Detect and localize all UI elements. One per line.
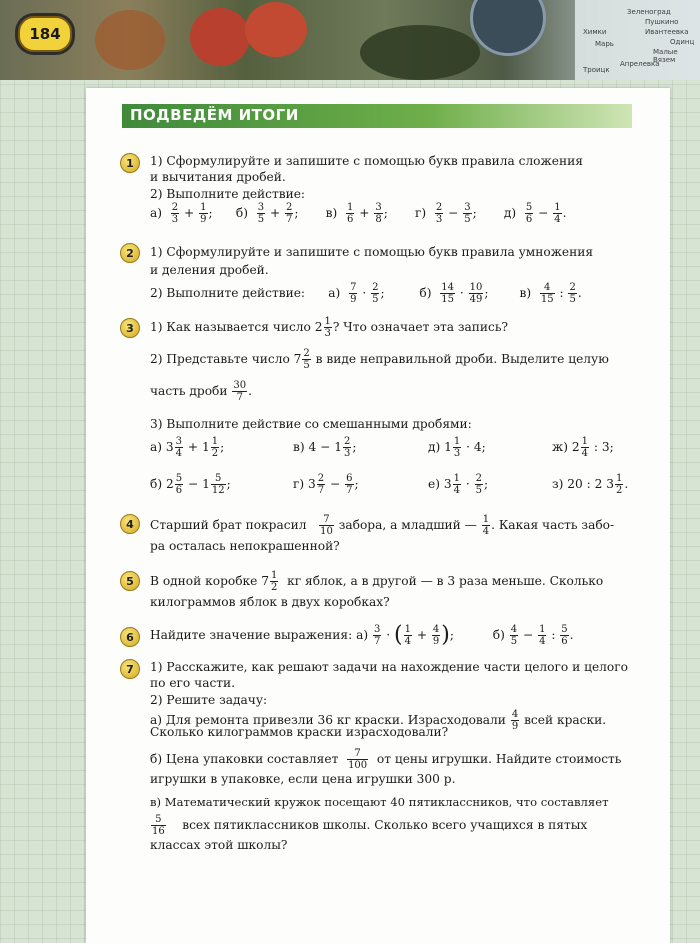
task-number-badge: 2 [120,243,140,263]
task-number-badge: 6 [120,627,140,647]
fraction: $\frac{14}{15}$ [441,282,454,305]
fraction: $\frac{3}{8}$ [375,202,382,225]
task3-q1-text: 1) Как называется число 2 [150,320,323,334]
fraction: $\frac{2}{7}$ [286,202,293,225]
task7-b1: б) Цена упаковки составляет $\frac{7}{100}$ от цены игрушки. Найдите стоимость [150,748,622,771]
photo-soil [360,25,480,80]
task3-q1-end: ? Что означает эта запись? [332,320,509,334]
task1-text: 1) Сформулируйте и запишите с помощью букв правила сложения [150,154,583,168]
fraction: $\frac{3}{5}$ [464,202,471,225]
fraction: $\frac{7}{100}$ [348,748,368,771]
task1-text: 2) Выполните действие: [150,187,306,201]
label: а) [328,286,341,300]
fraction: $\frac{2}{5}$ [303,348,310,371]
operator: + [269,206,281,220]
task4-line1: Старший брат покрасил $\frac{7}{10}$ забора, а младший — $\frac{1}{4}$ . Какая часть забо- [150,514,615,537]
map-label: Пушкино [645,18,679,26]
task2-instruction: 2) Выполните действие: [150,286,306,300]
task3-q1 [150,316,508,339]
fraction: $\frac{5}{6}$ [525,202,533,225]
fraction: $\frac{2}{5}$ [569,282,576,305]
task4-line2: ра осталась непокрашенной? [150,539,340,553]
fraction: $\frac{2}{5}$ [372,282,379,305]
fraction: $\frac{7}{9}$ [350,282,357,305]
task2-exercises: 2) Выполните действие: а) $\frac{7}{9}$ · $\frac{2}{5}$ ; б) $\frac{14}{15}$ · $\frac{10}{49}$ ; в) $\frac{4}{15}$ : $\frac{2}{5}$ . [150,282,582,305]
operator: − [538,206,549,220]
fraction: $\frac{1}{9}$ [200,202,207,225]
fraction: $\frac{1}{3}$ [324,316,331,339]
task1-text: и вычитания дробей. [150,170,286,184]
task7-a2: Сколько килограммов краски израсходовали? [150,725,449,739]
task3-q2-text: 2) Представьте число 7 [150,352,302,366]
map-label: Марь [595,40,614,48]
task-number-badge: 7 [120,659,140,679]
photo-seeds [95,10,165,70]
task3-exercise-a: а) 3 $\frac{3}{4}$ + 1 $\frac{1}{2}$ ; [150,436,225,459]
section-title: ПОДВЕДЁМ ИТОГИ [130,106,299,124]
fraction: $\frac{1}{4}$ [482,514,490,537]
task3-exercise-e: е) 3 $\frac{1}{4}$ · $\frac{2}{5}$ ; [428,473,489,496]
fraction: $\frac{1}{6}$ [347,202,354,225]
label: а) [150,206,163,220]
map-label: Малые Вязем [653,48,678,64]
fraction: $\frac{7}{10}$ [320,514,333,537]
fraction: $\frac{30}{7}$ [233,380,247,403]
task2-text: 1) Сформулируйте и запишите с помощью букв правила умножения [150,245,594,259]
task3-exercise-g: г) 3 $\frac{2}{7}$ − $\frac{6}{7}$ ; [293,473,359,496]
task1-exercises: а) $\frac{2}{3}$ + $\frac{1}{9}$ ; б) $\frac{3}{5}$ + $\frac{2}{7}$ ; в) $\frac{1}{6}$ + $\frac{3}{8}$ ; г) $\frac{2}{3}$ − $\frac{3}{5}$ ; д) $\frac{5}{6}$ − $\frac{1}{4}$ . [150,202,567,225]
task3-exercise-zh: ж) 2 $\frac{1}{4}$ : 3; [552,436,614,459]
task3-q2 [150,348,609,371]
map-label: Химки [583,28,607,36]
header-photo-banner [0,0,700,80]
label: в) [325,206,338,220]
task5-line1: В одной коробке 7 $\frac{1}{2}$ кг яблок, а в другой — в 3 раза меньше. Сколько [150,570,604,593]
task3-exercise-z: з) 20 : 2 3 $\frac{1}{2}$ . [552,473,629,496]
task3-q2c: часть дроби $\frac{30}{7}$ . [150,380,252,403]
page-number: 184 [18,16,72,52]
label: б) [419,286,432,300]
task7-l3: 2) Решите задачу: [150,693,268,707]
task2-text: и деления дробей. [150,263,269,277]
task7-l2: по его части. [150,676,236,690]
map-label: Апрелевка [620,60,660,68]
task-number-badge: 3 [120,318,140,338]
operator: : [559,286,564,300]
task3-exercise-b: б) 2 $\frac{5}{6}$ − 1 $\frac{5}{12}$ ; [150,473,231,496]
task6-line: Найдите значение выражения: а) $\frac{3}{7}$ · ( $\frac{1}{4}$ + $\frac{4}{9}$ ); б) $\frac{4}{5}$ − $\frac{1}{4}$ : $\frac{5}{6}$ . [150,622,574,648]
task7-c1: в) Математический кружок посещают 40 пятиклассников, что составляет [150,795,609,809]
task7-c3: классах этой школы? [150,838,288,852]
map-label: Ивантеевка [645,28,689,36]
section-title-bar [122,104,632,128]
fraction: $\frac{2}{3}$ [171,202,179,225]
fraction: $\frac{4}{9}$ [511,709,519,732]
label: в) [519,286,532,300]
task7-a1: а) Для ремонта привезли 36 кг краски. Израсходовали $\frac{4}{9}$ всей краски. [150,709,607,732]
fraction: $\frac{5}{16}$ [152,814,165,837]
task3-exercise-v: в) 4 − 1 $\frac{2}{3}$ ; [293,436,357,459]
fraction: $\frac{3}{5}$ [257,202,265,225]
operator: − [448,206,459,220]
task-number-badge: 5 [120,571,140,591]
photo-map [575,0,700,80]
task7-b2: игрушки в упаковке, если цена игрушки 300 р. [150,772,456,786]
task5-line2: килограммов яблок в двух коробках? [150,595,390,609]
task3-q2-text: в виде неправильной дроби. Выделите целую [315,352,609,366]
photo-compass [470,0,546,56]
task7-l1: 1) Расскажите, как решают задачи на нахождение части целого и целого [150,660,628,674]
operator: · [459,286,464,300]
fraction: $\frac{2}{3}$ [435,202,443,225]
label: г) [414,206,427,220]
photo-apple [245,2,307,57]
operator: + [184,206,195,220]
task-number-badge: 1 [120,153,140,173]
photo-tomato [190,8,250,66]
task3-q3: 3) Выполните действие со смешанными дробями: [150,417,472,431]
task7-c2: $\frac{5}{16}$ всех пятиклассников школы. Сколько всего учащихся в пятых [152,814,588,837]
fraction: $\frac{1}{2}$ [271,570,278,593]
label: б) [235,206,248,220]
fraction: $\frac{10}{49}$ [469,282,483,305]
fraction: $\frac{1}{4}$ [554,202,561,225]
fraction: $\frac{4}{15}$ [540,282,554,305]
task3-q2c-text: часть дроби [150,384,228,398]
map-label: Одинц [670,38,695,46]
operator: · [362,286,367,300]
map-label: Зеленоград [627,8,671,16]
task3-exercise-d: д) 1 $\frac{1}{3}$ · 4; [428,436,486,459]
task-number-badge: 4 [120,514,140,534]
map-label: Троицк [583,66,610,74]
label: д) [503,206,517,220]
operator: + [359,206,370,220]
